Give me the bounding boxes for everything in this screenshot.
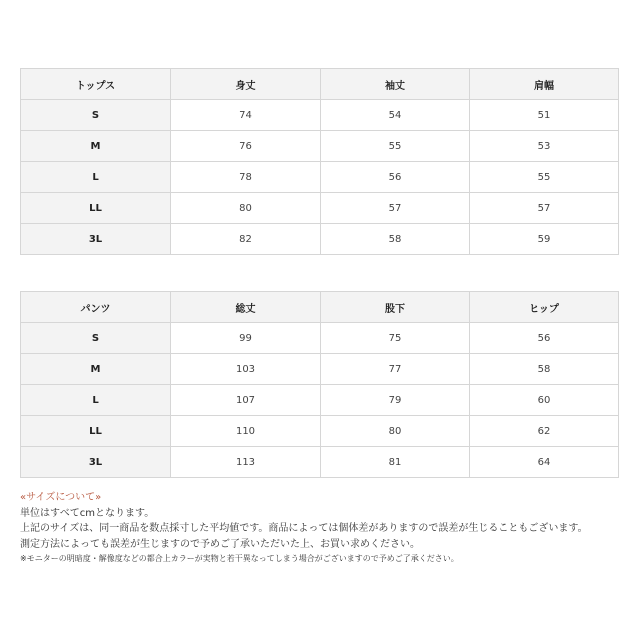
pants-header-total-length: 総丈 [171,292,321,323]
table-row [21,193,619,224]
table-cell: 60 [470,385,619,416]
size-notes-monitor-disclaimer: ※モニターの明暗度・解像度などの都合上カラーが実物と若干異なってしまう場合がございますので予めご了承ください。 [20,554,459,563]
table-cell: 103 [171,354,321,385]
table-cell: 81 [321,447,470,478]
table-cell: 62 [470,416,619,447]
size-notes-measurement: 測定方法によっても誤差が生じますので予めご了承いただいた上、お買い求めください。 [20,538,420,550]
table-row [21,100,619,131]
size-label: LL [21,416,171,447]
tops-header-body-length: 身丈 [171,69,321,100]
size-label: L [21,162,171,193]
table-row [21,131,619,162]
table-cell: 110 [171,416,321,447]
table-cell: 76 [171,131,321,162]
tops-size-table [20,68,619,255]
table-row [21,224,619,255]
table-cell: 59 [470,224,619,255]
table-cell: 64 [470,447,619,478]
tops-header-row [21,69,619,100]
table-cell: 53 [470,131,619,162]
table-cell: 58 [321,224,470,255]
size-label: 3L [21,224,171,255]
table-row [21,323,619,354]
table-cell: 54 [321,100,470,131]
size-label: S [21,323,171,354]
size-label: L [21,385,171,416]
pants-header-row [21,292,619,323]
size-label: S [21,100,171,131]
size-notes [20,490,620,566]
table-cell: 51 [470,100,619,131]
table-row [21,354,619,385]
table-cell: 57 [321,193,470,224]
table-cell: 113 [171,447,321,478]
pants-header-hip: ヒップ [470,292,619,323]
tops-header-sleeve-length: 袖丈 [321,69,470,100]
table-row [21,416,619,447]
size-label: M [21,354,171,385]
table-row [21,447,619,478]
table-cell: 82 [171,224,321,255]
table-cell: 55 [470,162,619,193]
pants-size-table [20,291,619,478]
size-notes-average: 上記のサイズは、同一商品を数点採寸した平均値です。商品によっては個体差がありますので誤差が生じることもございます。 [20,523,588,534]
pants-header-inseam: 股下 [321,292,470,323]
table-cell: 79 [321,385,470,416]
size-notes-unit: 単位はすべてcmとなります。 [20,507,155,519]
table-cell: 80 [171,193,321,224]
table-cell: 74 [171,100,321,131]
table-cell: 107 [171,385,321,416]
size-notes-heading: «サイズについて» [20,492,102,503]
table-row [21,385,619,416]
table-cell: 56 [321,162,470,193]
table-cell: 77 [321,354,470,385]
table-cell: 75 [321,323,470,354]
table-cell: 57 [470,193,619,224]
tops-header-shoulder-width: 肩幅 [470,69,619,100]
size-label: M [21,131,171,162]
table-cell: 78 [171,162,321,193]
pants-header-category: パンツ [21,292,171,323]
table-cell: 58 [470,354,619,385]
table-cell: 99 [171,323,321,354]
size-label: 3L [21,447,171,478]
table-cell: 80 [321,416,470,447]
size-label: LL [21,193,171,224]
tops-header-category: トップス [21,69,171,100]
table-cell: 56 [470,323,619,354]
table-cell: 55 [321,131,470,162]
table-row [21,162,619,193]
